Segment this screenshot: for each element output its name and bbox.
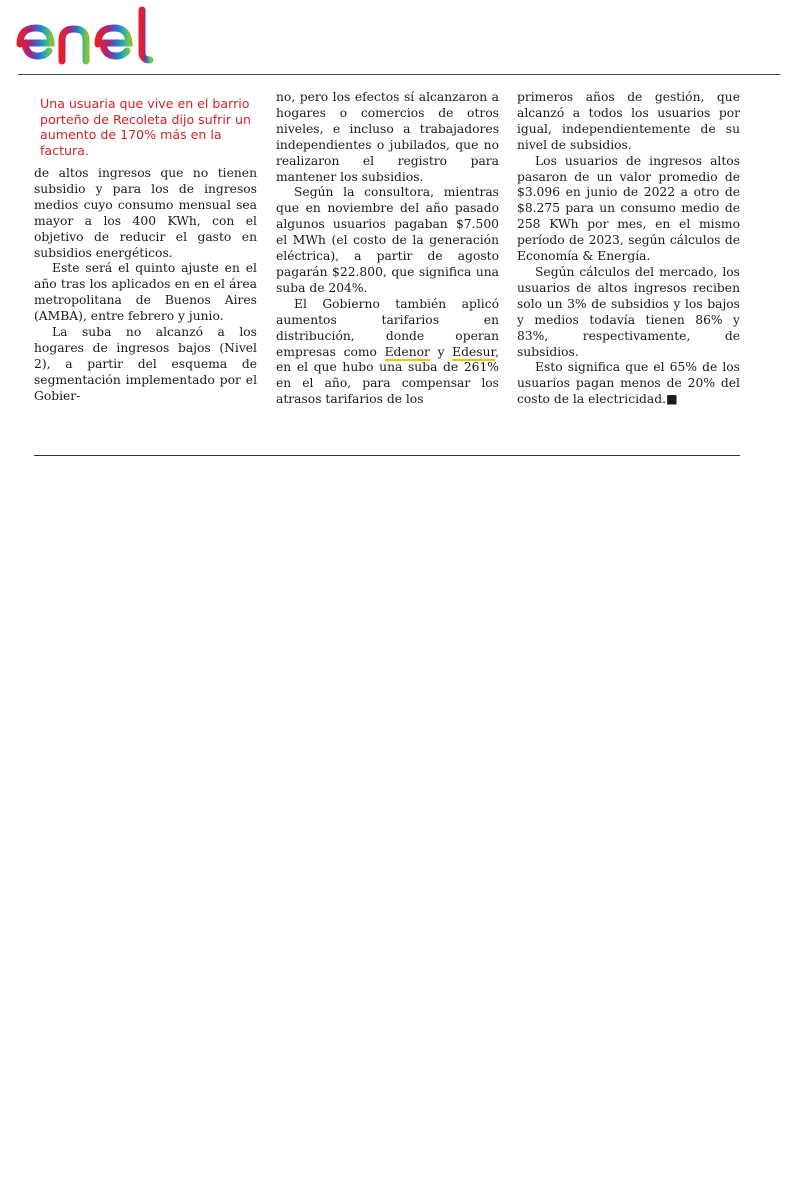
paragraph: La suba no alcanzó a los hogares de ingresos bajos (Nivel 2), a partir del esquema de segmentación implementado por el Gobier- <box>34 325 257 403</box>
paragraph: de altos ingresos que no tienen subsidio y para los de ingresos medios cuyo consumo mensual sea mayor a los 400 KWh, con el objetivo de reducir el gasto en subsidios energéticos. <box>34 166 257 260</box>
article-column-3 <box>517 90 740 408</box>
paragraph-text: El Gobierno también aplicó aumentos tarifarios en distribución, donde operan empresas como <box>276 296 499 359</box>
clipping-bottom-divider <box>34 455 740 456</box>
article-column-1 <box>34 90 257 405</box>
paragraph: Los usuarios de ingresos altos pasaron de un valor promedio de $3.096 en junio de 2022 a otro de $8.275 para un consumo medio de 258 KWh por mes, en el mismo período de 2023, según cálculos de Economía & Energía. <box>517 153 740 264</box>
conjunction: y <box>437 344 445 359</box>
paragraph: Esto significa que el 65% de los usuarios pagan menos de 20% del costo de la electricidad.■ <box>517 360 740 407</box>
paragraph: Según la consultora, mientras que en noviembre del año pasado algunos usuarios pagaban $7.500 el MWh (el costo de la generación eléctrica), a partir de agosto pagarán $22.800, que significa una suba de 204%. <box>276 185 499 295</box>
paragraph: no, pero los efectos sí alcanzaron a hogares o comercios de otros niveles, e incluso a trabajadores independientes o jubilados, que no realizaron el registro para mantener los subsidios. <box>276 90 499 184</box>
newspaper-clipping <box>34 90 740 430</box>
paragraph: primeros años de gestión, que alcanzó a todos los usuarios por igual, independientemente de su nivel de subsidios. <box>517 90 740 152</box>
header-divider <box>18 74 780 75</box>
paragraph <box>276 297 499 408</box>
company-edesur: Edesur <box>452 344 496 359</box>
pullquote: Una usuaria que vive en el barrio porteño de Recoleta dijo sufrir un aumento de 170% más en la factura. <box>40 96 251 158</box>
paragraph: Según cálculos del mercado, los usuarios de altos ingresos reciben solo un 3% de subsidios y los bajos y medios todavía tienen 86% y 83%, respectivamente, de subsidios. <box>517 264 740 359</box>
paragraph: Este será el quinto ajuste en el año tras los aplicados en en el área metropolitana de Buenos Aires (AMBA), entre febrero y junio. <box>34 261 257 324</box>
company-edenor: Edenor <box>384 344 430 359</box>
article-column-2 <box>276 90 499 408</box>
enel-logo <box>16 4 186 70</box>
paragraph-text: , en el que hubo una suba de 261% en el año, para compensar los atrasos tarifarios de los <box>276 344 499 407</box>
